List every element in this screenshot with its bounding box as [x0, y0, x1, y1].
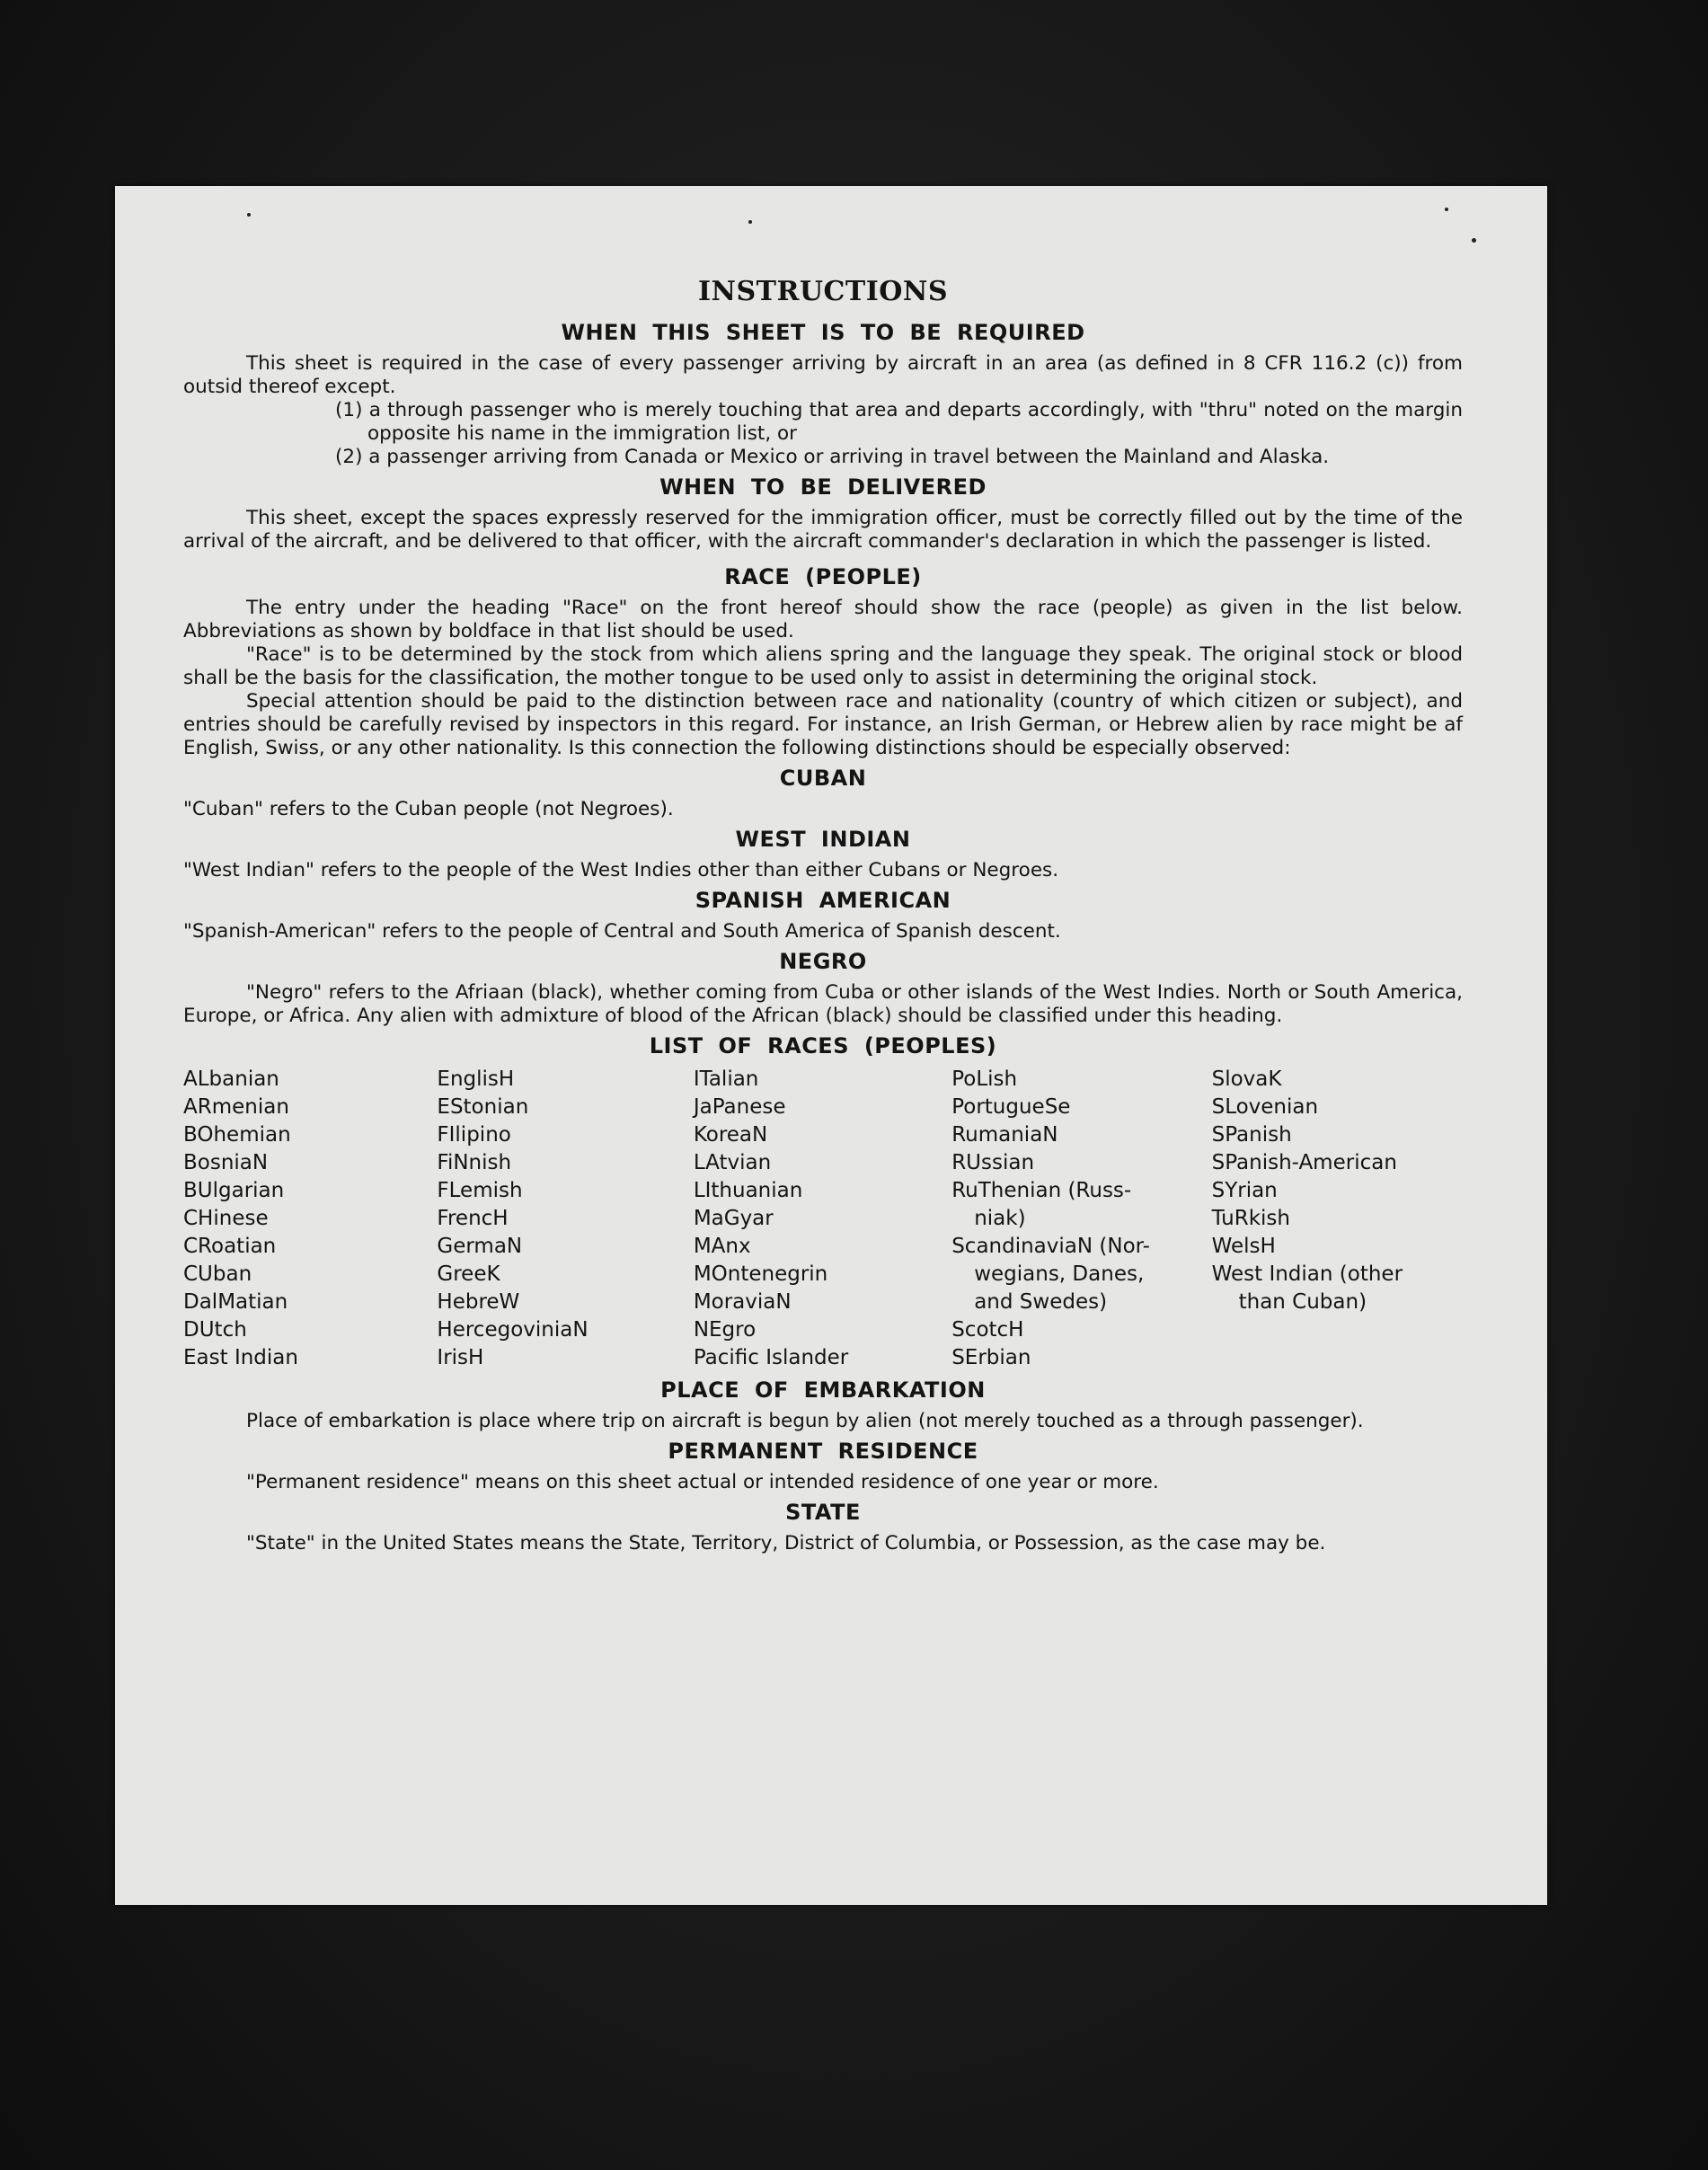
race-item: ScandinaviaN (Nor-: [951, 1235, 1150, 1258]
instruction-sheet: [115, 186, 1547, 1905]
spanish-american-text: "Spanish-American" refers to the people of Central and South America of Spanish descent.: [183, 920, 1061, 943]
race-item: than Cuban): [1238, 1290, 1367, 1314]
scan-speck: [1472, 238, 1476, 243]
race-item: SYrian: [1211, 1179, 1278, 1202]
embarkation-text: Place of embarkation is place where trip on aircraft is begun by alien (not merely touched as a through passenger).: [246, 1410, 1364, 1432]
cuban-text: "Cuban" refers to the Cuban people (not Negroes).: [183, 798, 674, 820]
race-item: MaGyar: [693, 1207, 774, 1230]
race-item: FiNnish: [437, 1151, 512, 1174]
race-item: CHinese: [183, 1207, 269, 1230]
race-paragraph-3: Special attention should be paid to the distinction between race and nationality (country of which citizen or subject), and entries should be carefully revised by inspectors in this regard. For instance, an Irish German, or Hebrew alien by race might be af English, Swiss, or any other nationality. Is this connection the following distinctions should be especially observed:: [183, 690, 1463, 759]
heading-state: STATE: [785, 1500, 861, 1525]
race-item: SPanish-American: [1211, 1151, 1397, 1174]
race-item: FIlipino: [437, 1123, 511, 1147]
race-item: DUtch: [183, 1318, 247, 1342]
heading-race: RACE (PEOPLE): [724, 564, 922, 589]
races-column-1: [183, 1066, 437, 1372]
heading-cuban: CUBAN: [779, 766, 867, 791]
race-item: West Indian (other: [1211, 1262, 1403, 1286]
race-item: RUssian: [951, 1151, 1035, 1174]
required-item-2: (2) a passenger arriving from Canada or Mexico or arriving in travel between the Mainland and Alaska.: [335, 446, 1330, 468]
race-item: CRoatian: [183, 1235, 277, 1258]
race-item: WelsH: [1211, 1235, 1276, 1258]
race-item: RuThenian (Russ-: [951, 1179, 1132, 1202]
race-item: EnglisH: [437, 1067, 515, 1091]
race-paragraph-1: The entry under the heading "Race" on the front hereof should show the race (people) as given in the list below. Abbreviations as shown by boldface in that list should be used.: [183, 597, 1463, 642]
race-item: DalMatian: [183, 1290, 288, 1314]
race-item: BosniaN: [183, 1151, 269, 1174]
race-item: NEgro: [693, 1318, 757, 1342]
race-item: ITalian: [693, 1067, 759, 1091]
race-item: wegians, Danes,: [974, 1262, 1145, 1286]
race-item: SlovaK: [1211, 1067, 1282, 1091]
race-item: BUlgarian: [183, 1179, 285, 1202]
races-column-5: [1212, 1066, 1463, 1372]
race-item: MOntenegrin: [693, 1262, 828, 1286]
race-item: East Indian: [183, 1346, 298, 1369]
race-item: Pacific Islander: [693, 1346, 849, 1369]
race-paragraph-2: "Race" is to be determined by the stock from which aliens spring and the language they speak. The original stock or blood shall be the basis for the classification, the mother tongue to be used only to assist in determining the original stock.: [183, 643, 1463, 689]
race-item: BOhemian: [183, 1123, 291, 1147]
races-column-4: [951, 1066, 1211, 1372]
residence-text: "Permanent residence" means on this sheet actual or intended residence of one year or more.: [246, 1471, 1159, 1493]
race-item: HebreW: [437, 1290, 520, 1314]
race-item: KoreaN: [693, 1123, 768, 1147]
required-text: This sheet is required in the case of every passenger arriving by aircraft in an area (as defined in 8 CFR 116.2 (c)) from outsid thereof except.: [183, 352, 1463, 398]
races-list: [183, 1066, 1463, 1372]
race-item: niak): [974, 1207, 1026, 1230]
scan-speck: [748, 220, 752, 224]
scan-speck: [247, 213, 251, 217]
race-item: RumaniaN: [951, 1123, 1058, 1147]
race-item: IrisH: [437, 1346, 484, 1369]
negro-text: "Negro" refers to the Afriaan (black), whether coming from Cuba or other islands of the West Indies. North or South America, Europe, or Africa. Any alien with admixture of blood of the African (black) should be classified under this heading.: [183, 981, 1463, 1027]
race-item: SErbian: [951, 1346, 1031, 1369]
races-column-2: [437, 1066, 693, 1372]
heading-west-indian: WEST INDIAN: [735, 827, 911, 852]
west-indian-text: "West Indian" refers to the people of the West Indies other than either Cubans or Negroes.: [183, 859, 1059, 881]
race-item: ARmenian: [183, 1095, 289, 1119]
delivered-text: This sheet, except the spaces expressly reserved for the immigration officer, must be correctly filled out by the time of the arrival of the aircraft, and be delivered to that officer, with the aircraft commander's declaration in which the passenger is listed.: [183, 507, 1463, 553]
race-item: GermaN: [437, 1235, 523, 1258]
page-title: INSTRUCTIONS: [698, 276, 948, 307]
race-item: ScotcH: [951, 1318, 1024, 1342]
race-item: MAnx: [693, 1235, 751, 1258]
race-item: EStonian: [437, 1095, 529, 1119]
race-item: LIthuanian: [693, 1179, 803, 1202]
heading-list-of-races: LIST OF RACES (PEOPLES): [649, 1033, 997, 1058]
heading-when-delivered: WHEN TO BE DELIVERED: [659, 474, 987, 500]
race-item: TuRkish: [1211, 1207, 1290, 1230]
heading-negro: NEGRO: [779, 949, 867, 974]
heading-spanish-american: SPANISH AMERICAN: [695, 888, 951, 913]
race-item: JaPanese: [693, 1095, 786, 1119]
race-item: SLovenian: [1211, 1095, 1319, 1119]
races-column-3: [694, 1066, 951, 1372]
race-item: CUban: [183, 1262, 252, 1286]
race-item: MoraviaN: [693, 1290, 792, 1314]
race-item: PoLish: [951, 1067, 1018, 1091]
race-item: SPanish: [1211, 1123, 1292, 1147]
race-item: FrencH: [437, 1207, 509, 1230]
state-text: "State" in the United States means the State, Territory, District of Columbia, or Possession, as the case may be.: [246, 1532, 1326, 1554]
race-item: and Swedes): [974, 1290, 1108, 1314]
race-item: HercegoviniaN: [437, 1318, 589, 1342]
race-item: PortugueSe: [951, 1095, 1071, 1119]
heading-place-of-embarkation: PLACE OF EMBARKATION: [660, 1377, 986, 1403]
required-item-1: (1) a through passenger who is merely touching that area and departs accordingly, with "thru" noted on the margin opposite his name in the immigration list, or: [335, 399, 1463, 445]
race-item: FLemish: [437, 1179, 523, 1202]
heading-when-required: WHEN THIS SHEET IS TO BE REQUIRED: [561, 320, 1085, 345]
race-item: GreeK: [437, 1262, 500, 1286]
race-item: LAtvian: [693, 1151, 772, 1174]
heading-permanent-residence: PERMANENT RESIDENCE: [668, 1439, 978, 1464]
scan-speck: [1445, 208, 1448, 211]
race-item: ALbanian: [183, 1067, 279, 1091]
